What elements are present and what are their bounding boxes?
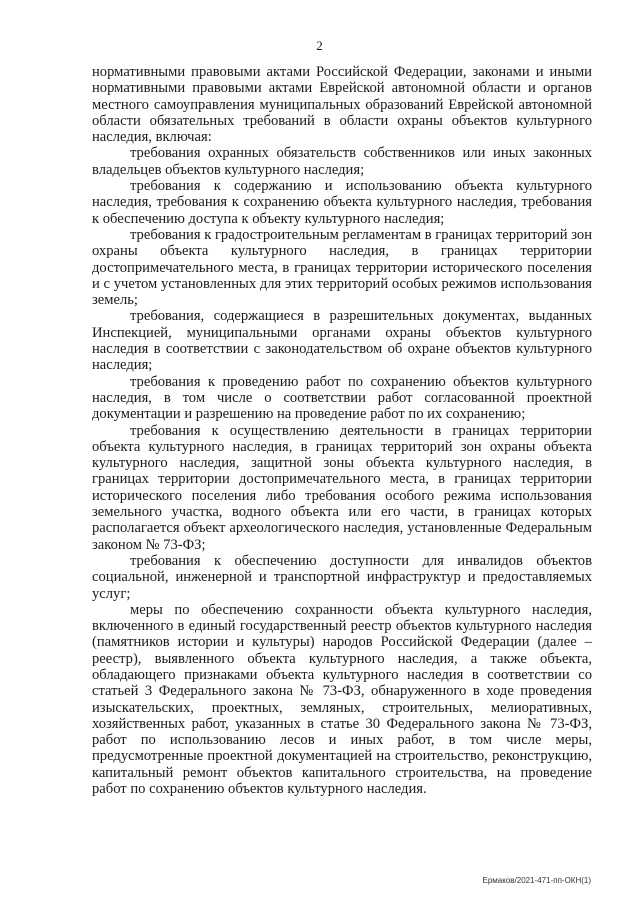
paragraph: требования к обеспечению доступности для инвалидов объектов социальной, инженерной и транспортной инфраструктур и предоставляемых услуг; xyxy=(92,552,592,602)
document-reference-footer: Ермаков/2021-471-пп-ОКН(1) xyxy=(482,876,591,885)
paragraph: требования к проведению работ по сохранению объектов культурного наследия, в том числе о соответствии работ согласованной проектной документации и разрешению на проведение работ по их сохранению; xyxy=(92,373,592,423)
paragraph-continuation: нормативными правовыми актами Российской Федерации, законами и иными нормативными правовыми актами Еврейской автономной области и органов местного самоуправления муниципальных образований Еврейской автономной области обязательных требований в области охраны объектов культурного наследия, включая: xyxy=(92,64,592,146)
paragraph: требования к градостроительным регламентам в границах территорий зон охраны объекта культурного наследия, в границах территории достопримечательного места, в границах территории исторического поселения и с учетом установленных для этих территорий особых режимов использования земель; xyxy=(92,226,592,309)
page-number: 2 xyxy=(316,38,323,53)
paragraph: требования к осуществлению деятельности в границах территории объекта культурного наследия, в границах территорий зон охраны объекта культурного наследия, защитной зоны объекта культурного наследия, в границах территории достопримечательного места, в границах территории исторического поселения либо требования особого режима использования земельного участка, водного объекта или его части, в границах которых располагается объект археологического наследия, установленные Федеральным законом № 73-ФЗ; xyxy=(92,422,592,553)
paragraph: требования, содержащиеся в разрешительных документах, выданных Инспекцией, муниципальными органами охраны объектов культурного наследия в соответствии с законодательством об охране объектов культурного наследия; xyxy=(92,308,592,374)
paragraph: требования охранных обязательств собственников или иных законных владельцев объектов культурного наследия; xyxy=(92,145,592,178)
document-body xyxy=(92,64,592,797)
paragraph: требования к содержанию и использованию объекта культурного наследия, требования к сохранению объекта культурного наследия, требования к обеспечению доступа к объекту культурного наследия; xyxy=(92,178,592,227)
paragraph: меры по обеспечению сохранности объекта культурного наследия, включенного в единый государственный реестр объектов культурного наследия (памятников истории и культуры) народов Российской Федерации (далее – реестр), выявленного объекта культурного наследия, а также объекта, обладающего признаками объекта культурного наследия в соответствии со статьей 3 Федерального закона № 73-ФЗ, обнаруженного в ходе проведения изыскательских, проектных, земляных, строительных, мелиоративных, хозяйственных работ, указанных в статье 30 Федерального закона № 73-ФЗ, работ по использованию лесов и иных работ, в том числе меры, предусмотренные проектной документацией на строительство, реконструкцию, капитальный ремонт объектов капитального строительства, на проведение работ по сохранению объектов культурного наследия. xyxy=(92,601,592,798)
